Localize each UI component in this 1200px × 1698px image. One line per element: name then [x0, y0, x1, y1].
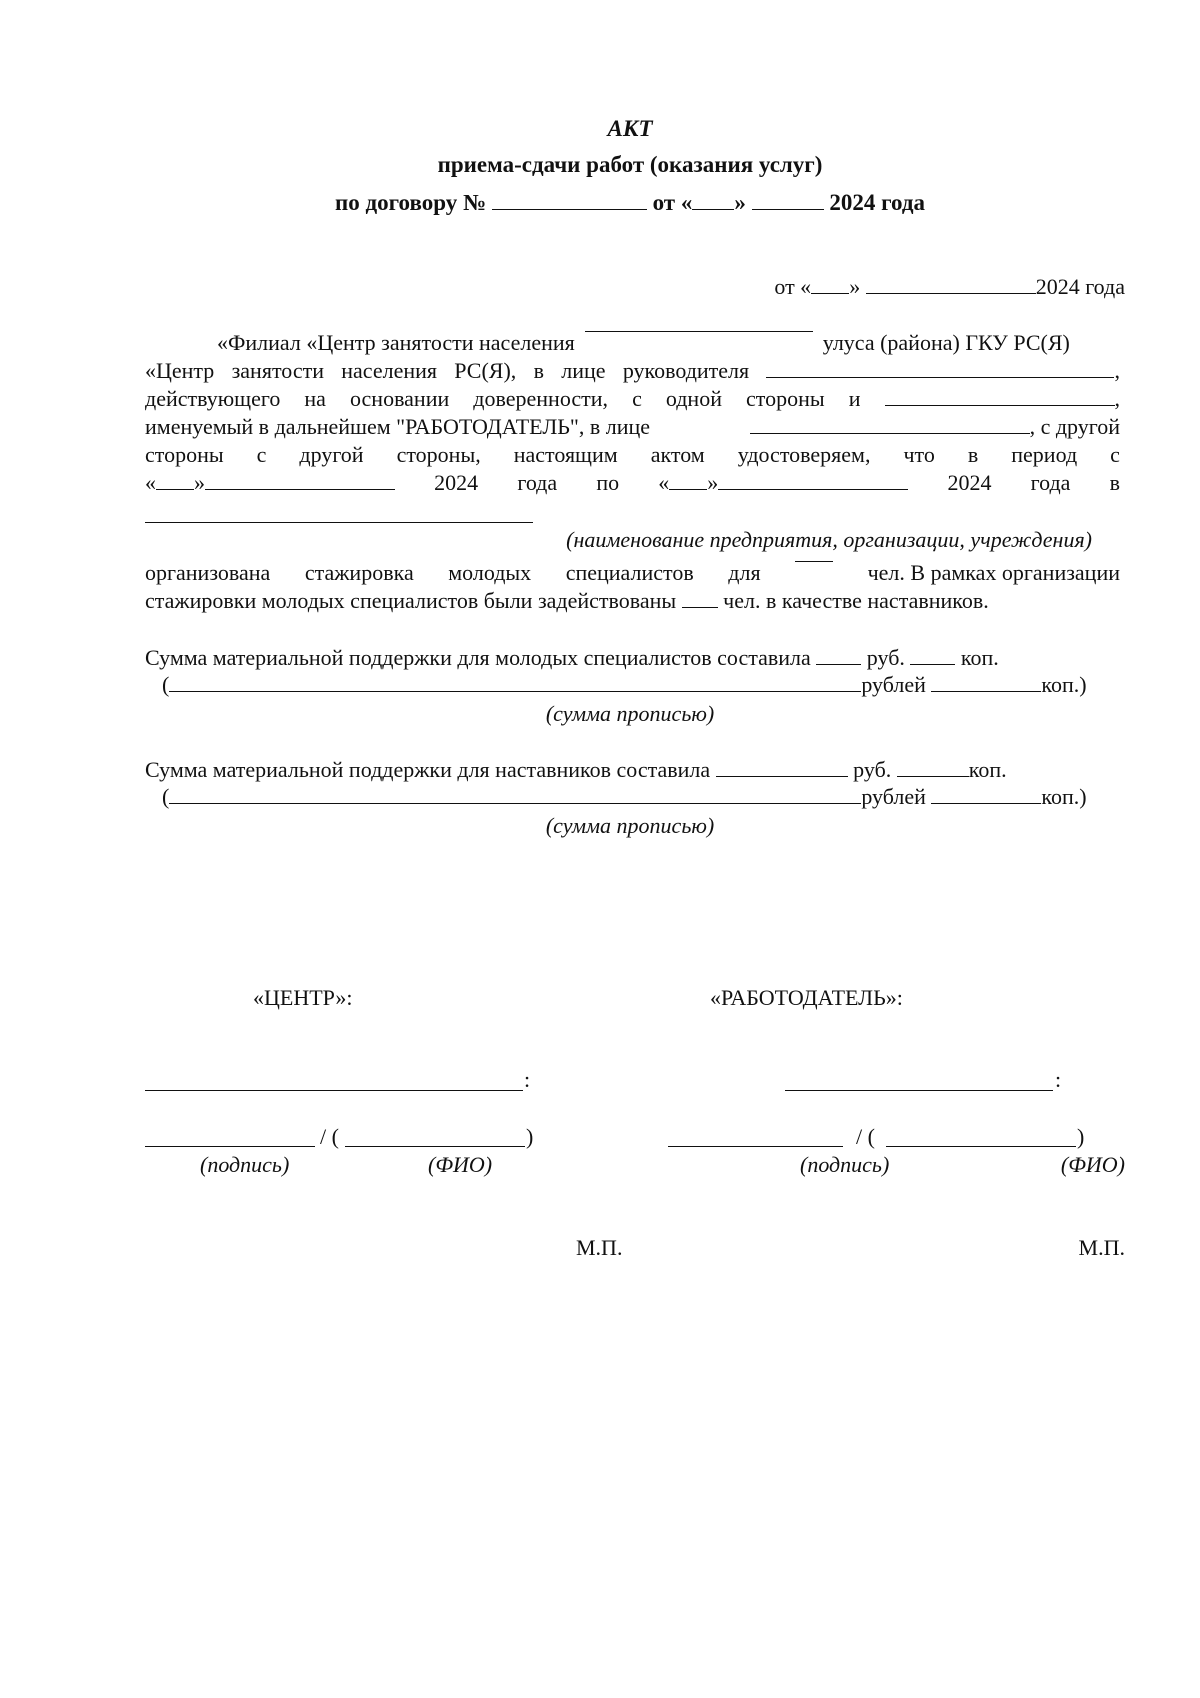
mentors-kop-words-field[interactable] [931, 802, 1041, 804]
word: другой [299, 442, 364, 467]
center-signature-caption: (подпись) [200, 1152, 290, 1177]
employer-fio-caption: (ФИО) [1060, 1152, 1125, 1177]
district-suffix: улуса (района) ГКУ РС(Я) [822, 330, 1070, 355]
employer-label: «РАБОТОДАТЕЛЬ»: [710, 985, 903, 1010]
word: стороны [145, 442, 224, 467]
quote-open: « [145, 470, 156, 495]
word: населения [341, 358, 437, 383]
center-stamp-label: М.П. [576, 1235, 623, 1260]
comma: , [1114, 358, 1120, 383]
contract-from: от « [652, 190, 693, 215]
youth-sum-caption: (сумма прописью) [545, 701, 715, 726]
word: удостоверяем, [737, 442, 871, 467]
district-field[interactable] [585, 330, 813, 332]
contract-year: 2024 года [829, 190, 925, 215]
mentors-count-field[interactable] [682, 606, 718, 608]
rubley-label: рублей [861, 784, 926, 809]
mentors-rub-field[interactable] [716, 775, 848, 777]
interns-count-field[interactable] [795, 560, 833, 562]
body-line-6 [145, 470, 1120, 496]
body-line-4 [145, 414, 1120, 440]
date-prefix: от « [774, 274, 812, 299]
open-paren: ( [162, 672, 170, 697]
word: стороны [746, 386, 825, 411]
youth-sum-words-field[interactable] [169, 690, 861, 692]
organization-caption: (наименование предприятия, организации, учреждения) [566, 527, 1092, 552]
body-line-3 [145, 386, 1120, 412]
word: с [256, 442, 267, 467]
word: что [903, 442, 935, 467]
mentors-sum-words-field[interactable] [169, 802, 861, 804]
close-paren: ) [1077, 1124, 1085, 1149]
contract-day-field[interactable] [692, 208, 734, 210]
word: с [1110, 442, 1120, 467]
colon: : [524, 1067, 531, 1092]
youth-rub-field[interactable] [816, 663, 861, 665]
slash: / ( [320, 1124, 339, 1149]
act-date-line [774, 274, 1125, 300]
employer-intro: именуемый в дальнейшем "РАБОТОДАТЕЛЬ", в лице [145, 414, 651, 439]
word: стажировка [304, 560, 414, 585]
comma: , [1114, 386, 1120, 411]
youth-sum-label: Сумма материальной поддержки для молодых специалистов составила [145, 645, 811, 670]
employer-stamp-label: М.П. [1078, 1235, 1125, 1260]
mentors-suffix: чел. в качестве наставников. [723, 588, 989, 613]
mentors-sum-line [145, 757, 1007, 783]
period-start-day-field[interactable] [156, 488, 194, 490]
mentors-sum-words-line [162, 784, 1087, 810]
employer-position-field[interactable] [785, 1090, 1053, 1091]
mentors-sum-caption: (сумма прописью) [545, 813, 715, 838]
word: действующего [145, 386, 281, 411]
employer-signature-field[interactable] [668, 1146, 843, 1147]
center-label: «ЦЕНТР»: [253, 985, 353, 1010]
word: года [517, 470, 558, 495]
act-day-field[interactable] [811, 292, 849, 294]
mentors-sum-label: Сумма материальной поддержки для наставников составила [145, 757, 711, 782]
word: и [848, 386, 861, 411]
center-fio-caption: (ФИО) [428, 1152, 493, 1177]
youth-sum-line [145, 645, 999, 671]
period-start-month-field[interactable] [205, 488, 395, 490]
word: основании [349, 386, 450, 411]
quote-close: » [707, 470, 719, 495]
other-side: , с другой [1029, 414, 1120, 439]
employer-signature-caption: (подпись) [800, 1152, 890, 1177]
word: руководителя [622, 358, 750, 383]
employer-rep-field[interactable] [750, 432, 1030, 434]
mentors-text: стажировки молодых специалистов были задействованы [145, 588, 677, 613]
period-start-year: 2024 [434, 470, 479, 495]
body-line-9 [145, 588, 989, 614]
word: года [1030, 470, 1071, 495]
quote-close: » [194, 470, 205, 495]
body-line-2 [145, 358, 1120, 384]
contract-line [0, 190, 1200, 216]
word: специалистов [565, 560, 694, 585]
rub-label: руб. [866, 645, 905, 670]
contract-quote-close: » [734, 190, 746, 215]
youth-kop-words-field[interactable] [931, 690, 1041, 692]
word: занятости [231, 358, 324, 383]
kop-close-label: коп.) [1041, 672, 1087, 697]
word: актом [650, 442, 705, 467]
period-end-year: 2024 [947, 470, 992, 495]
branch-text: «Филиал «Центр занятости населения [217, 330, 575, 355]
rubley-label: рублей [861, 672, 926, 697]
word: в [967, 442, 979, 467]
word: с [632, 386, 642, 411]
word: в [1109, 470, 1120, 495]
document-subtitle: приема-сдачи работ (оказания услуг) [437, 152, 823, 177]
close-paren: ) [526, 1124, 534, 1149]
colon: : [1055, 1067, 1062, 1092]
body-line-1 [145, 330, 1120, 356]
contract-number-field[interactable] [492, 208, 647, 210]
kop-label: коп. [968, 757, 1007, 782]
center-position-field[interactable] [145, 1090, 523, 1091]
slash: / ( [856, 1124, 875, 1149]
word: стороны, [396, 442, 481, 467]
word: лице [561, 358, 606, 383]
word: одной [665, 386, 722, 411]
body-line-5 [145, 442, 1120, 468]
quote-open: « [658, 470, 670, 495]
word: в [533, 358, 544, 383]
period-end-month-field[interactable] [718, 488, 908, 490]
body-line-8 [145, 560, 1120, 586]
word: РС(Я), [454, 358, 517, 383]
director-name-field[interactable] [766, 376, 1114, 378]
word: для [728, 560, 761, 585]
document-title: АКТ [607, 116, 653, 141]
word: период [1011, 442, 1078, 467]
word: доверенности, [473, 386, 609, 411]
employer-name-field[interactable] [885, 404, 1115, 406]
mentors-kop-field[interactable] [897, 775, 969, 777]
word: на [304, 386, 326, 411]
center-fio-field[interactable] [345, 1146, 525, 1147]
word: «Центр [145, 358, 215, 383]
kop-label: коп. [960, 645, 999, 670]
word: по [596, 470, 620, 495]
center-signature-field[interactable] [145, 1146, 315, 1147]
act-month-field[interactable] [866, 292, 1036, 294]
word: организована [145, 560, 271, 585]
word: молодых [448, 560, 532, 585]
date-year: 2024 года [1035, 274, 1125, 299]
organization-name-field[interactable] [145, 522, 533, 523]
open-paren: ( [162, 784, 170, 809]
interns-suffix: чел. В рамках организации [867, 560, 1120, 585]
youth-sum-words-line [162, 672, 1087, 698]
date-quote-close: » [849, 274, 861, 299]
employer-fio-field[interactable] [886, 1146, 1076, 1147]
contract-month-field[interactable] [752, 208, 824, 210]
rub-label: руб. [853, 757, 892, 782]
contract-prefix: по договору № [335, 190, 487, 215]
word: настоящим [513, 442, 618, 467]
kop-close-label: коп.) [1041, 784, 1087, 809]
period-end-day-field[interactable] [669, 488, 707, 490]
youth-kop-field[interactable] [910, 663, 955, 665]
